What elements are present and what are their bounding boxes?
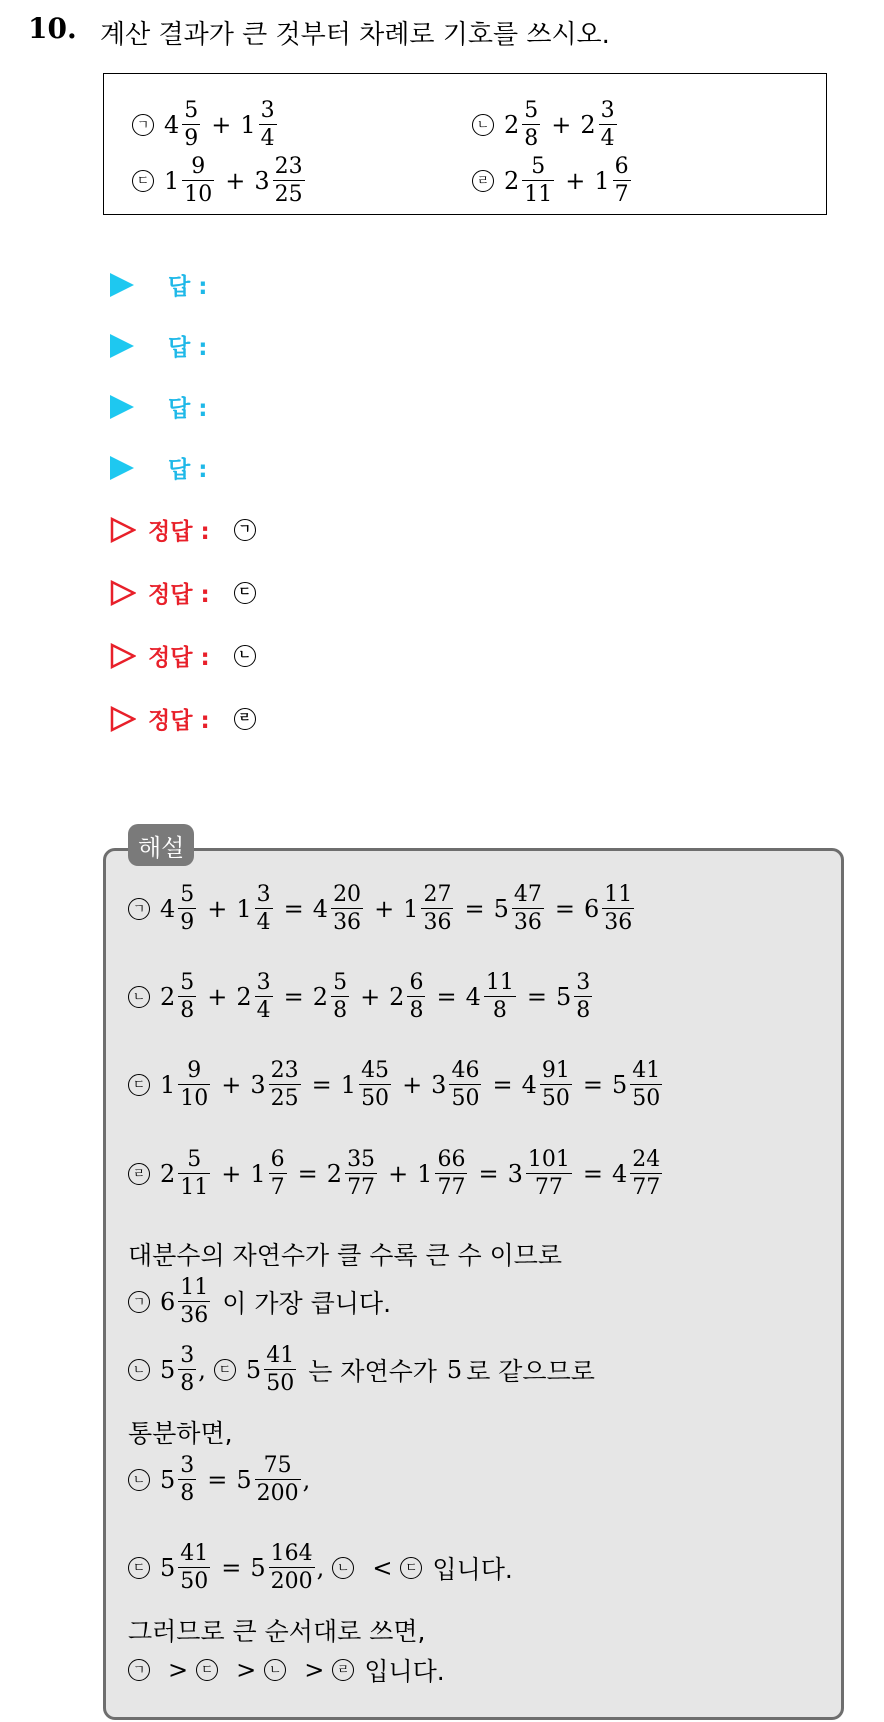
- play-arrow-icon: [110, 456, 134, 480]
- numerator: 46: [451, 1058, 480, 1083]
- answer-label: 답 :: [168, 396, 208, 422]
- mark-b: ㄴ: [472, 114, 494, 136]
- solution-text: 이 가장 큽니다.: [222, 1289, 392, 1318]
- plus-sign: +: [388, 1160, 409, 1188]
- fraction: [255, 972, 273, 1022]
- equals-sign: =: [311, 1071, 332, 1099]
- whole: 4: [611, 1160, 628, 1188]
- whole: 2: [160, 1160, 176, 1188]
- plus-sign: +: [225, 167, 246, 195]
- whole: 5: [160, 1466, 176, 1494]
- denominator: 50: [541, 1086, 570, 1111]
- denominator: 50: [451, 1086, 480, 1111]
- correct-row-1: [110, 513, 266, 546]
- whole: 2: [326, 1160, 343, 1188]
- whole: 2: [236, 983, 252, 1011]
- fraction: [182, 100, 200, 150]
- fraction: [178, 1455, 196, 1505]
- denominator: 8: [576, 998, 591, 1023]
- whole: 3: [507, 1160, 523, 1188]
- whole: 4: [164, 111, 180, 139]
- solution-text-2: 통분하면,: [128, 1419, 233, 1448]
- equals-sign: =: [582, 1071, 603, 1099]
- denominator: 50: [632, 1086, 661, 1111]
- outline-arrow-icon: [110, 643, 136, 669]
- fraction: [630, 1060, 662, 1110]
- mark-c: ㄷ: [132, 170, 154, 192]
- whole: 3: [431, 1071, 447, 1099]
- denominator: 7: [270, 1175, 285, 1200]
- fraction: [435, 1149, 467, 1199]
- denominator: 4: [256, 998, 271, 1023]
- fraction: [526, 1149, 572, 1199]
- whole: 3: [254, 167, 270, 195]
- greater-than-sign: >: [304, 1656, 325, 1684]
- question-text: 계산 결과가 큰 것부터 차례로 기호를 쓰시오.: [100, 20, 610, 50]
- whole: 1: [403, 895, 419, 923]
- numerator: 23: [270, 1058, 299, 1083]
- mark-d: ㄹ: [472, 170, 494, 192]
- fraction: [269, 1543, 315, 1593]
- numerator: 11: [180, 1275, 209, 1300]
- correct-mark: ㄴ: [234, 645, 256, 667]
- whole: 1: [236, 895, 252, 923]
- fraction: [540, 1060, 572, 1110]
- fraction: [273, 156, 305, 206]
- solution-text: 는 자연수가: [308, 1357, 437, 1386]
- mark-a: ㄱ: [128, 1291, 150, 1313]
- fraction: [255, 1455, 301, 1505]
- whole: 4: [521, 1071, 537, 1099]
- whole: 1: [417, 1160, 433, 1188]
- numerator: 3: [180, 1343, 195, 1368]
- numerator: 6: [270, 1147, 285, 1172]
- denominator: 11: [524, 182, 553, 207]
- numerator: 3: [600, 98, 615, 123]
- fraction: [522, 156, 554, 206]
- correct-value: [234, 708, 266, 730]
- numerator: 6: [614, 154, 629, 179]
- whole: 2: [389, 983, 405, 1011]
- numerator: 47: [513, 882, 542, 907]
- solution-text-1: 대분수의 자연수가 클 수록 큰 수 이므로: [128, 1241, 563, 1270]
- mark-b: ㄴ: [264, 1659, 286, 1681]
- mark-a: ㄱ: [132, 114, 154, 136]
- correct-label: 정답 :: [148, 582, 210, 608]
- whole: 5: [160, 1356, 176, 1384]
- outline-arrow-icon: [110, 706, 136, 732]
- mark-d: ㄹ: [128, 1163, 150, 1185]
- numerator: 3: [256, 882, 271, 907]
- choice-c: [132, 156, 307, 206]
- denominator: 50: [266, 1371, 295, 1396]
- whole: 5: [250, 1554, 266, 1582]
- numerator: 75: [263, 1453, 292, 1478]
- whole: 6: [160, 1288, 176, 1316]
- correct-mark: ㄹ: [234, 708, 256, 730]
- outline-arrow-icon: [110, 580, 136, 606]
- denominator: 8: [333, 998, 348, 1023]
- fraction: [331, 972, 349, 1022]
- denominator: 8: [524, 126, 539, 151]
- fraction: [178, 972, 196, 1022]
- answer-label: 답 :: [168, 274, 208, 300]
- solution-line-4: [128, 1455, 310, 1505]
- denominator: 8: [484, 996, 516, 1022]
- fraction: [522, 100, 540, 150]
- correct-value: [234, 519, 266, 541]
- whole: 2: [504, 167, 520, 195]
- numerator: 11: [604, 882, 633, 907]
- fraction: [359, 1060, 391, 1110]
- denominator: 77: [437, 1175, 466, 1200]
- choice-a: [132, 100, 279, 150]
- plus-sign: +: [402, 1071, 423, 1099]
- numerator: 11: [485, 970, 514, 995]
- denominator: 36: [423, 910, 452, 935]
- fraction: [602, 884, 634, 934]
- correct-mark: ㄷ: [234, 582, 256, 604]
- fraction: [182, 156, 214, 206]
- equals-sign: =: [283, 983, 304, 1011]
- fraction: [331, 884, 363, 934]
- solution-final-order: [128, 1652, 445, 1688]
- whole: 5: [160, 1554, 176, 1582]
- numerator: 5: [180, 882, 195, 907]
- whole: 1: [160, 1071, 176, 1099]
- answer-label: 답 :: [168, 335, 208, 361]
- solution-text: 입니다.: [364, 1657, 445, 1686]
- fraction: [407, 972, 425, 1022]
- whole: 4: [160, 895, 176, 923]
- whole: 2: [504, 111, 520, 139]
- numerator: 41: [632, 1058, 661, 1083]
- plus-sign: +: [221, 1160, 242, 1188]
- mark-c: ㄷ: [196, 1659, 218, 1681]
- equals-sign: =: [464, 895, 485, 923]
- numerator: 24: [632, 1147, 661, 1172]
- denominator: 8: [409, 998, 424, 1023]
- denominator: 25: [274, 182, 303, 207]
- denominator: 36: [180, 1303, 209, 1328]
- mark-a: ㄱ: [128, 1659, 150, 1681]
- numerator: 5: [184, 98, 199, 123]
- numerator: 164: [270, 1541, 313, 1566]
- answer-row-3: [110, 390, 207, 423]
- plus-sign: +: [207, 895, 228, 923]
- solution-text: 입니다.: [432, 1555, 513, 1584]
- mark-b: ㄴ: [128, 986, 150, 1008]
- whole: 4: [312, 895, 329, 923]
- whole: 2: [160, 983, 176, 1011]
- fraction: [259, 100, 277, 150]
- answer-row-2: [110, 329, 207, 362]
- denominator: 10: [184, 182, 213, 207]
- denominator: 200: [256, 1481, 299, 1506]
- less-than-sign: <: [372, 1554, 393, 1582]
- fraction: [269, 1060, 301, 1110]
- fraction: [512, 884, 544, 934]
- numerator: 3: [180, 1453, 195, 1478]
- plus-sign: +: [207, 983, 228, 1011]
- plus-sign: +: [565, 167, 586, 195]
- numerator: 9: [191, 154, 206, 179]
- fraction: [178, 1543, 210, 1593]
- numerator: 66: [437, 1147, 466, 1172]
- solution-line-c: [128, 1060, 664, 1110]
- equals-sign: =: [436, 983, 457, 1011]
- equals-sign: =: [554, 895, 575, 923]
- whole: 1: [250, 1160, 266, 1188]
- solution-line-b: [128, 972, 594, 1022]
- mark-b: ㄴ: [128, 1469, 150, 1491]
- plus-sign: +: [221, 1071, 242, 1099]
- denominator: 77: [632, 1175, 661, 1200]
- solution-line-a: [128, 884, 636, 934]
- denominator: 4: [600, 126, 615, 151]
- numerator: 35: [347, 1147, 376, 1172]
- numerator: 9: [187, 1058, 202, 1083]
- numerator: 3: [260, 98, 275, 123]
- whole: 1: [340, 1071, 357, 1099]
- solution-line-3: [128, 1345, 595, 1395]
- answer-row-4: [110, 451, 207, 484]
- choice-d: [472, 156, 633, 206]
- denominator: 36: [604, 910, 633, 935]
- equals-sign: =: [478, 1160, 499, 1188]
- denominator: 9: [180, 910, 195, 935]
- solution-text-3: 그러므로 큰 순서대로 쓰면,: [128, 1617, 426, 1646]
- numerator: 5: [531, 154, 546, 179]
- solution-tab: 해설: [128, 824, 194, 866]
- denominator: 25: [270, 1086, 299, 1111]
- numerator: 23: [274, 154, 303, 179]
- numerator: 41: [180, 1541, 209, 1566]
- denominator: 8: [180, 1371, 195, 1396]
- comma: ,: [302, 1466, 311, 1494]
- plus-sign: +: [211, 111, 232, 139]
- denominator: 50: [180, 1569, 209, 1594]
- fraction: [178, 1277, 210, 1327]
- equals-sign: =: [297, 1160, 318, 1188]
- whole: 5: [245, 1356, 262, 1384]
- denominator: 200: [270, 1569, 313, 1594]
- whole: 5: [611, 1071, 628, 1099]
- greater-than-sign: >: [236, 1656, 257, 1684]
- fraction: [178, 884, 196, 934]
- fraction: [449, 1060, 481, 1110]
- denominator: 7: [614, 182, 629, 207]
- mark-a: ㄱ: [128, 898, 150, 920]
- whole: 3: [250, 1071, 266, 1099]
- denominator: 11: [180, 1175, 209, 1200]
- correct-value: [234, 645, 266, 667]
- numerator: 5: [333, 970, 348, 995]
- numerator: 91: [541, 1058, 570, 1083]
- mark-b: ㄴ: [332, 1557, 354, 1579]
- whole: 4: [465, 983, 481, 1011]
- fraction: [269, 1149, 287, 1199]
- whole: 2: [312, 983, 329, 1011]
- fraction: [421, 884, 453, 934]
- equals-sign: =: [582, 1160, 603, 1188]
- whole: 1: [240, 111, 256, 139]
- denominator: 10: [180, 1086, 209, 1111]
- fraction: [345, 1149, 377, 1199]
- denominator: 77: [347, 1175, 376, 1200]
- denominator: 50: [361, 1086, 390, 1111]
- plus-sign: +: [551, 111, 572, 139]
- denominator: 9: [184, 126, 199, 151]
- mark-d: ㄹ: [332, 1659, 354, 1681]
- numerator: 6: [409, 970, 424, 995]
- answer-row-1: [110, 268, 207, 301]
- denominator: 36: [513, 910, 542, 935]
- mark-c: ㄷ: [400, 1557, 422, 1579]
- correct-row-2: [110, 576, 266, 609]
- numerator: 3: [576, 970, 591, 995]
- solution-line-2: [128, 1277, 391, 1327]
- denominator: 36: [333, 910, 362, 935]
- fraction: [178, 1345, 196, 1395]
- whole: 5: [555, 983, 572, 1011]
- answer-label: 답 :: [168, 457, 208, 483]
- question-number: 10.: [28, 12, 77, 45]
- greater-than-sign: >: [168, 1656, 189, 1684]
- numerator: 3: [256, 970, 271, 995]
- mark-c: ㄷ: [214, 1359, 236, 1381]
- numerator: 20: [333, 882, 362, 907]
- mark-b: ㄴ: [128, 1359, 150, 1381]
- denominator: 77: [526, 1173, 572, 1199]
- fraction: [178, 1060, 210, 1110]
- fraction: [178, 1149, 210, 1199]
- fraction: [599, 100, 617, 150]
- equals-sign: =: [283, 895, 304, 923]
- play-arrow-icon: [110, 334, 134, 358]
- correct-value: [234, 582, 266, 604]
- mark-c: ㄷ: [128, 1074, 150, 1096]
- whole: 5: [236, 1466, 252, 1494]
- numerator: 41: [266, 1343, 295, 1368]
- equals-sign: =: [221, 1554, 242, 1582]
- denominator: 4: [260, 126, 275, 151]
- numerator: 45: [361, 1058, 390, 1083]
- plus-sign: +: [374, 895, 395, 923]
- play-arrow-icon: [110, 273, 134, 297]
- denominator: 8: [180, 998, 195, 1023]
- outline-arrow-icon: [110, 517, 136, 543]
- correct-mark: ㄱ: [234, 519, 256, 541]
- comma: ,: [316, 1554, 325, 1582]
- fraction: [613, 156, 631, 206]
- whole: 6: [583, 895, 600, 923]
- correct-label: 정답 :: [148, 645, 210, 671]
- fraction: [255, 884, 273, 934]
- equals-sign: =: [526, 983, 547, 1011]
- fraction: [574, 972, 592, 1022]
- numerator: 101: [527, 1147, 570, 1172]
- numerator: 5: [187, 1147, 202, 1172]
- whole: 5: [493, 895, 509, 923]
- equals-sign: =: [207, 1466, 228, 1494]
- whole: 2: [580, 111, 596, 139]
- numerator: 5: [524, 98, 539, 123]
- correct-row-4: [110, 702, 266, 735]
- correct-label: 정답 :: [148, 708, 210, 734]
- fraction: [264, 1345, 296, 1395]
- solution-text: 로 같으므로: [466, 1357, 595, 1386]
- number: 5: [446, 1356, 463, 1384]
- solution-line-5: [128, 1543, 513, 1593]
- denominator: 4: [256, 910, 271, 935]
- denominator: 8: [180, 1481, 195, 1506]
- whole: 1: [164, 167, 180, 195]
- mark-c: ㄷ: [128, 1557, 150, 1579]
- numerator: 27: [423, 882, 452, 907]
- play-arrow-icon: [110, 395, 134, 419]
- choice-b: [472, 100, 619, 150]
- numerator: 5: [180, 970, 195, 995]
- fraction: [484, 972, 516, 1022]
- correct-label: 정답 :: [148, 519, 210, 545]
- fraction: [630, 1149, 662, 1199]
- whole: 1: [594, 167, 610, 195]
- correct-row-3: [110, 639, 266, 672]
- equals-sign: =: [492, 1071, 513, 1099]
- solution-line-d: [128, 1149, 664, 1199]
- comma: ,: [198, 1356, 206, 1384]
- plus-sign: +: [360, 983, 381, 1011]
